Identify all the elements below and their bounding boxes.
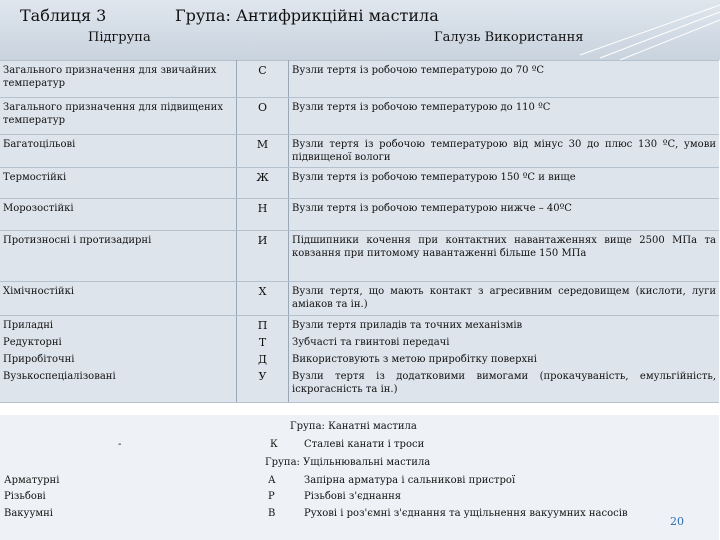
rope-code: К: [270, 439, 278, 450]
row-code: Т: [258, 336, 267, 349]
seal-subgroup: Вакуумні: [4, 508, 53, 519]
row-subgroup: Морозостійкі: [0, 199, 237, 231]
bottom-section: [0, 415, 719, 540]
row-code: У: [258, 370, 267, 383]
row-code: Д: [258, 353, 267, 366]
page-number: 20: [670, 515, 684, 528]
column-usage-header: Галузь Використання: [434, 30, 584, 45]
row-usage: Підшипники кочення при контактних навантаженнях вище 2500 МПа та ковзання при питомому навантаженні більше 150 МПа: [289, 231, 720, 282]
column-subgroup-header: Підгрупа: [88, 30, 151, 45]
multi-codes: [237, 316, 289, 403]
row-code: С: [237, 61, 289, 98]
row-usage: Вузли тертя із робочою температурою від мінус 30 до плюс 130 ºС, умови підвищеної вологи: [289, 135, 720, 168]
row-subgroup: Приробіточні: [3, 354, 75, 365]
seal-usage: Рухові і роз'ємні з'єднання та ущільнення вакуумних насосів: [304, 508, 628, 519]
header-band: [0, 0, 720, 60]
row-usage: Вузли тертя із робочою температурою нижче – 40ºС: [289, 199, 720, 231]
table-row: [0, 61, 719, 98]
multi-usages: [289, 316, 720, 403]
row-code: М: [237, 135, 289, 168]
seal-code: Р: [268, 491, 275, 502]
table-label: Таблиця 3: [20, 6, 107, 25]
table-row: [0, 231, 719, 282]
table-row: [0, 135, 719, 168]
row-subgroup: Загального призначення для підвищених температур: [0, 98, 237, 135]
table-row: [0, 168, 719, 199]
row-subgroup: Вузькоспеціалізовані: [3, 371, 116, 382]
seal-group-title: Група: Ущільнювальні мастила: [265, 457, 431, 468]
multi-subgroups: [0, 316, 237, 403]
rope-subgroup-dash: -: [118, 439, 122, 450]
row-usage: Вузли тертя із додатковими вимогами (прокачуваність, емульгійність, іскрогасність та ін.): [292, 371, 716, 395]
row-usage: Вузли тертя із робочою температурою до 110 ºС: [289, 98, 720, 135]
seal-usage: Різьбові з'єднання: [304, 491, 402, 502]
row-usage: Вузли тертя, що мають контакт з агресивним середовищем (кислоти, луги аміаков та ін.): [289, 282, 720, 316]
row-subgroup: Термостійкі: [0, 168, 237, 199]
row-code: П: [257, 319, 268, 332]
decorative-lines-icon: [570, 0, 720, 60]
row-subgroup: Хімічностійкі: [0, 282, 237, 316]
table-row: [0, 316, 719, 403]
row-subgroup: Приладні: [3, 320, 54, 331]
row-subgroup: Протизносні і протизадирні: [0, 231, 237, 282]
row-usage: Вузли тертя із робочою температурою до 70 ºС: [289, 61, 720, 98]
row-usage: Вузли тертя із робочою температурою 150 ºС и вище: [289, 168, 720, 199]
row-code: Ж: [237, 168, 289, 199]
row-usage: Зубчасті та гвинтові передачі: [292, 337, 450, 348]
seal-code: А: [268, 475, 276, 486]
row-code: Н: [237, 199, 289, 231]
group-title: Група: Антифрикційні мастила: [175, 6, 439, 25]
seal-code: В: [268, 508, 276, 519]
rope-group-title: Група: Канатні мастила: [290, 421, 417, 432]
row-code: И: [237, 231, 289, 282]
row-usage: Використовують з метою приробітку поверхні: [292, 354, 537, 365]
row-subgroup: Багатоцільові: [0, 135, 237, 168]
seal-subgroup: Різьбові: [4, 491, 46, 502]
table-row: [0, 282, 719, 316]
row-usage: Вузли тертя приладів та точних механізмів: [292, 320, 523, 331]
row-subgroup: Редукторні: [3, 337, 62, 348]
row-code: Х: [237, 282, 289, 316]
rope-usage: Сталеві канати і троси: [304, 439, 425, 450]
grease-table: [0, 60, 719, 403]
table-row: [0, 199, 719, 231]
seal-subgroup: Арматурні: [4, 475, 60, 486]
seal-usage: Запірна арматура і сальникові пристрої: [304, 475, 516, 486]
row-subgroup: Загального призначення для звичайних температур: [0, 61, 237, 98]
table-row: [0, 98, 719, 135]
row-code: О: [237, 98, 289, 135]
